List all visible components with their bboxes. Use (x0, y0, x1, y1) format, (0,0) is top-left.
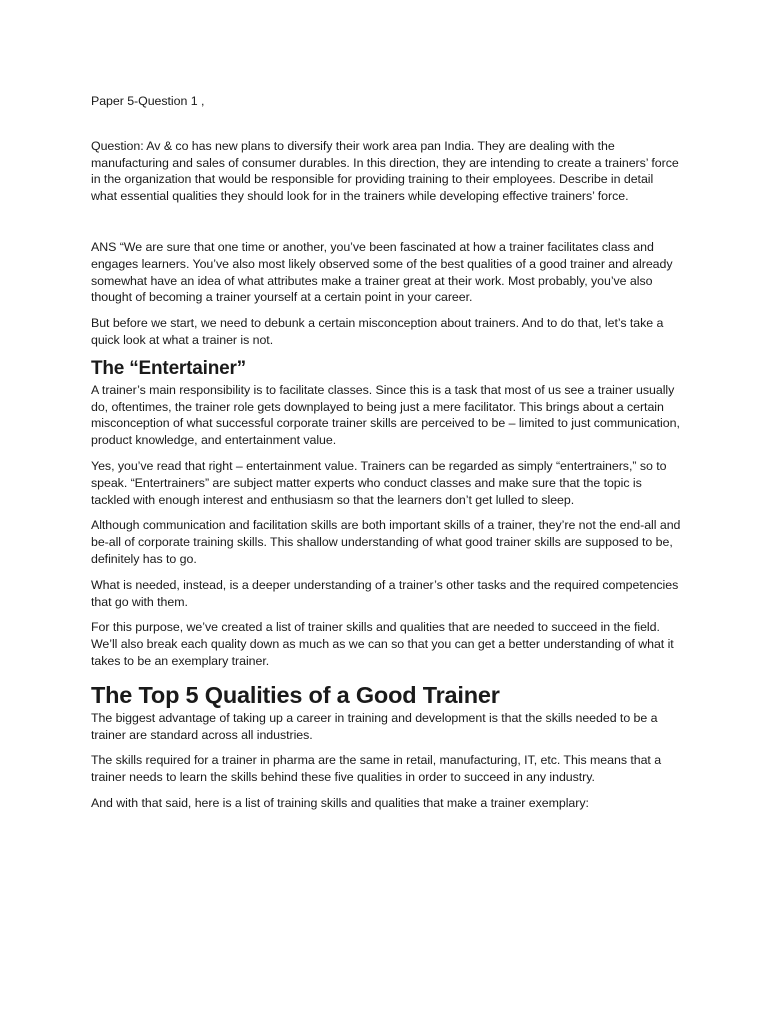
section-heading-top-5-qualities: The Top 5 Qualities of a Good Trainer (91, 681, 500, 708)
answer-intro-paragraph: ANS “We are sure that one time or another, you’ve been fascinated at how a trainer facilitates class and engages learners. You’ve also most likely observed some of the best qualities of a good trainer and already somewhat have an idea of what attributes make a trainer great at their work. Most probably, you’ve also thought of becoming a trainer yourself at a certain point in your career. (91, 239, 673, 305)
paragraph: The skills required for a trainer in pharma are the same in retail, manufacturing, IT, etc. This means that a trainer needs to learn the skills behind these five qualities in order to succeed in any industry. (91, 753, 662, 785)
paragraph: Although communication and facilitation skills are both important skills of a trainer, they’re not the end-all and be-all of corporate training skills. This shallow understanding of what good trainer skills are supposed to be, definitely has to go. (91, 518, 681, 566)
paragraph: For this purpose, we’ve created a list of trainer skills and qualities that are needed to succeed in the field. We’ll also break each quality down as much as we can so that you can get a better understanding of what it takes to be an exemplary trainer. (91, 620, 674, 668)
paragraph: A trainer’s main responsibility is to facilitate classes. Since this is a task that most of us see a trainer usually do, oftentimes, the trainer role gets downplayed to being just a mere facilitator. This brings about a certain misconception of what successful corporate trainer skills are perceived to be – limited to just communication, product knowledge, and entertainment value. (91, 382, 680, 448)
question-paragraph: Question: Av & co has new plans to diversify their work area pan India. They are dealing with the manufacturing and sales of consumer durables. In this direction, they are intending to create a trainers’ force in the organization that would be responsible for providing training to their employees. Describe in detail what essential qualities they should look for in the trainers while developing effective trainers’ force. (91, 138, 679, 204)
section-heading-entertainer: The “Entertainer” (91, 357, 246, 379)
paragraph: What is needed, instead, is a deeper understanding of a trainer’s other tasks and the required competencies that go with them. (91, 577, 679, 609)
paragraph: And with that said, here is a list of training skills and qualities that make a trainer exemplary: (91, 795, 589, 810)
paper-header: Paper 5-Question 1 , (91, 94, 205, 108)
paragraph: Yes, you’ve read that right – entertainment value. Trainers can be regarded as simply “entertrainers,” so to speak. “Entertrainers” are subject matter experts who conduct classes and make sure that the topic is tackled with enough interest and enthusiasm so that the learners don’t get lulled to sleep. (91, 458, 667, 507)
paragraph: The biggest advantage of taking up a career in training and development is that the skills needed to be a trainer are standard across all industries. (91, 710, 658, 742)
misconception-paragraph: But before we start, we need to debunk a certain misconception about trainers. And to do that, let’s take a quick look at what a trainer is not. (91, 316, 664, 347)
document-body (91, 93, 681, 812)
